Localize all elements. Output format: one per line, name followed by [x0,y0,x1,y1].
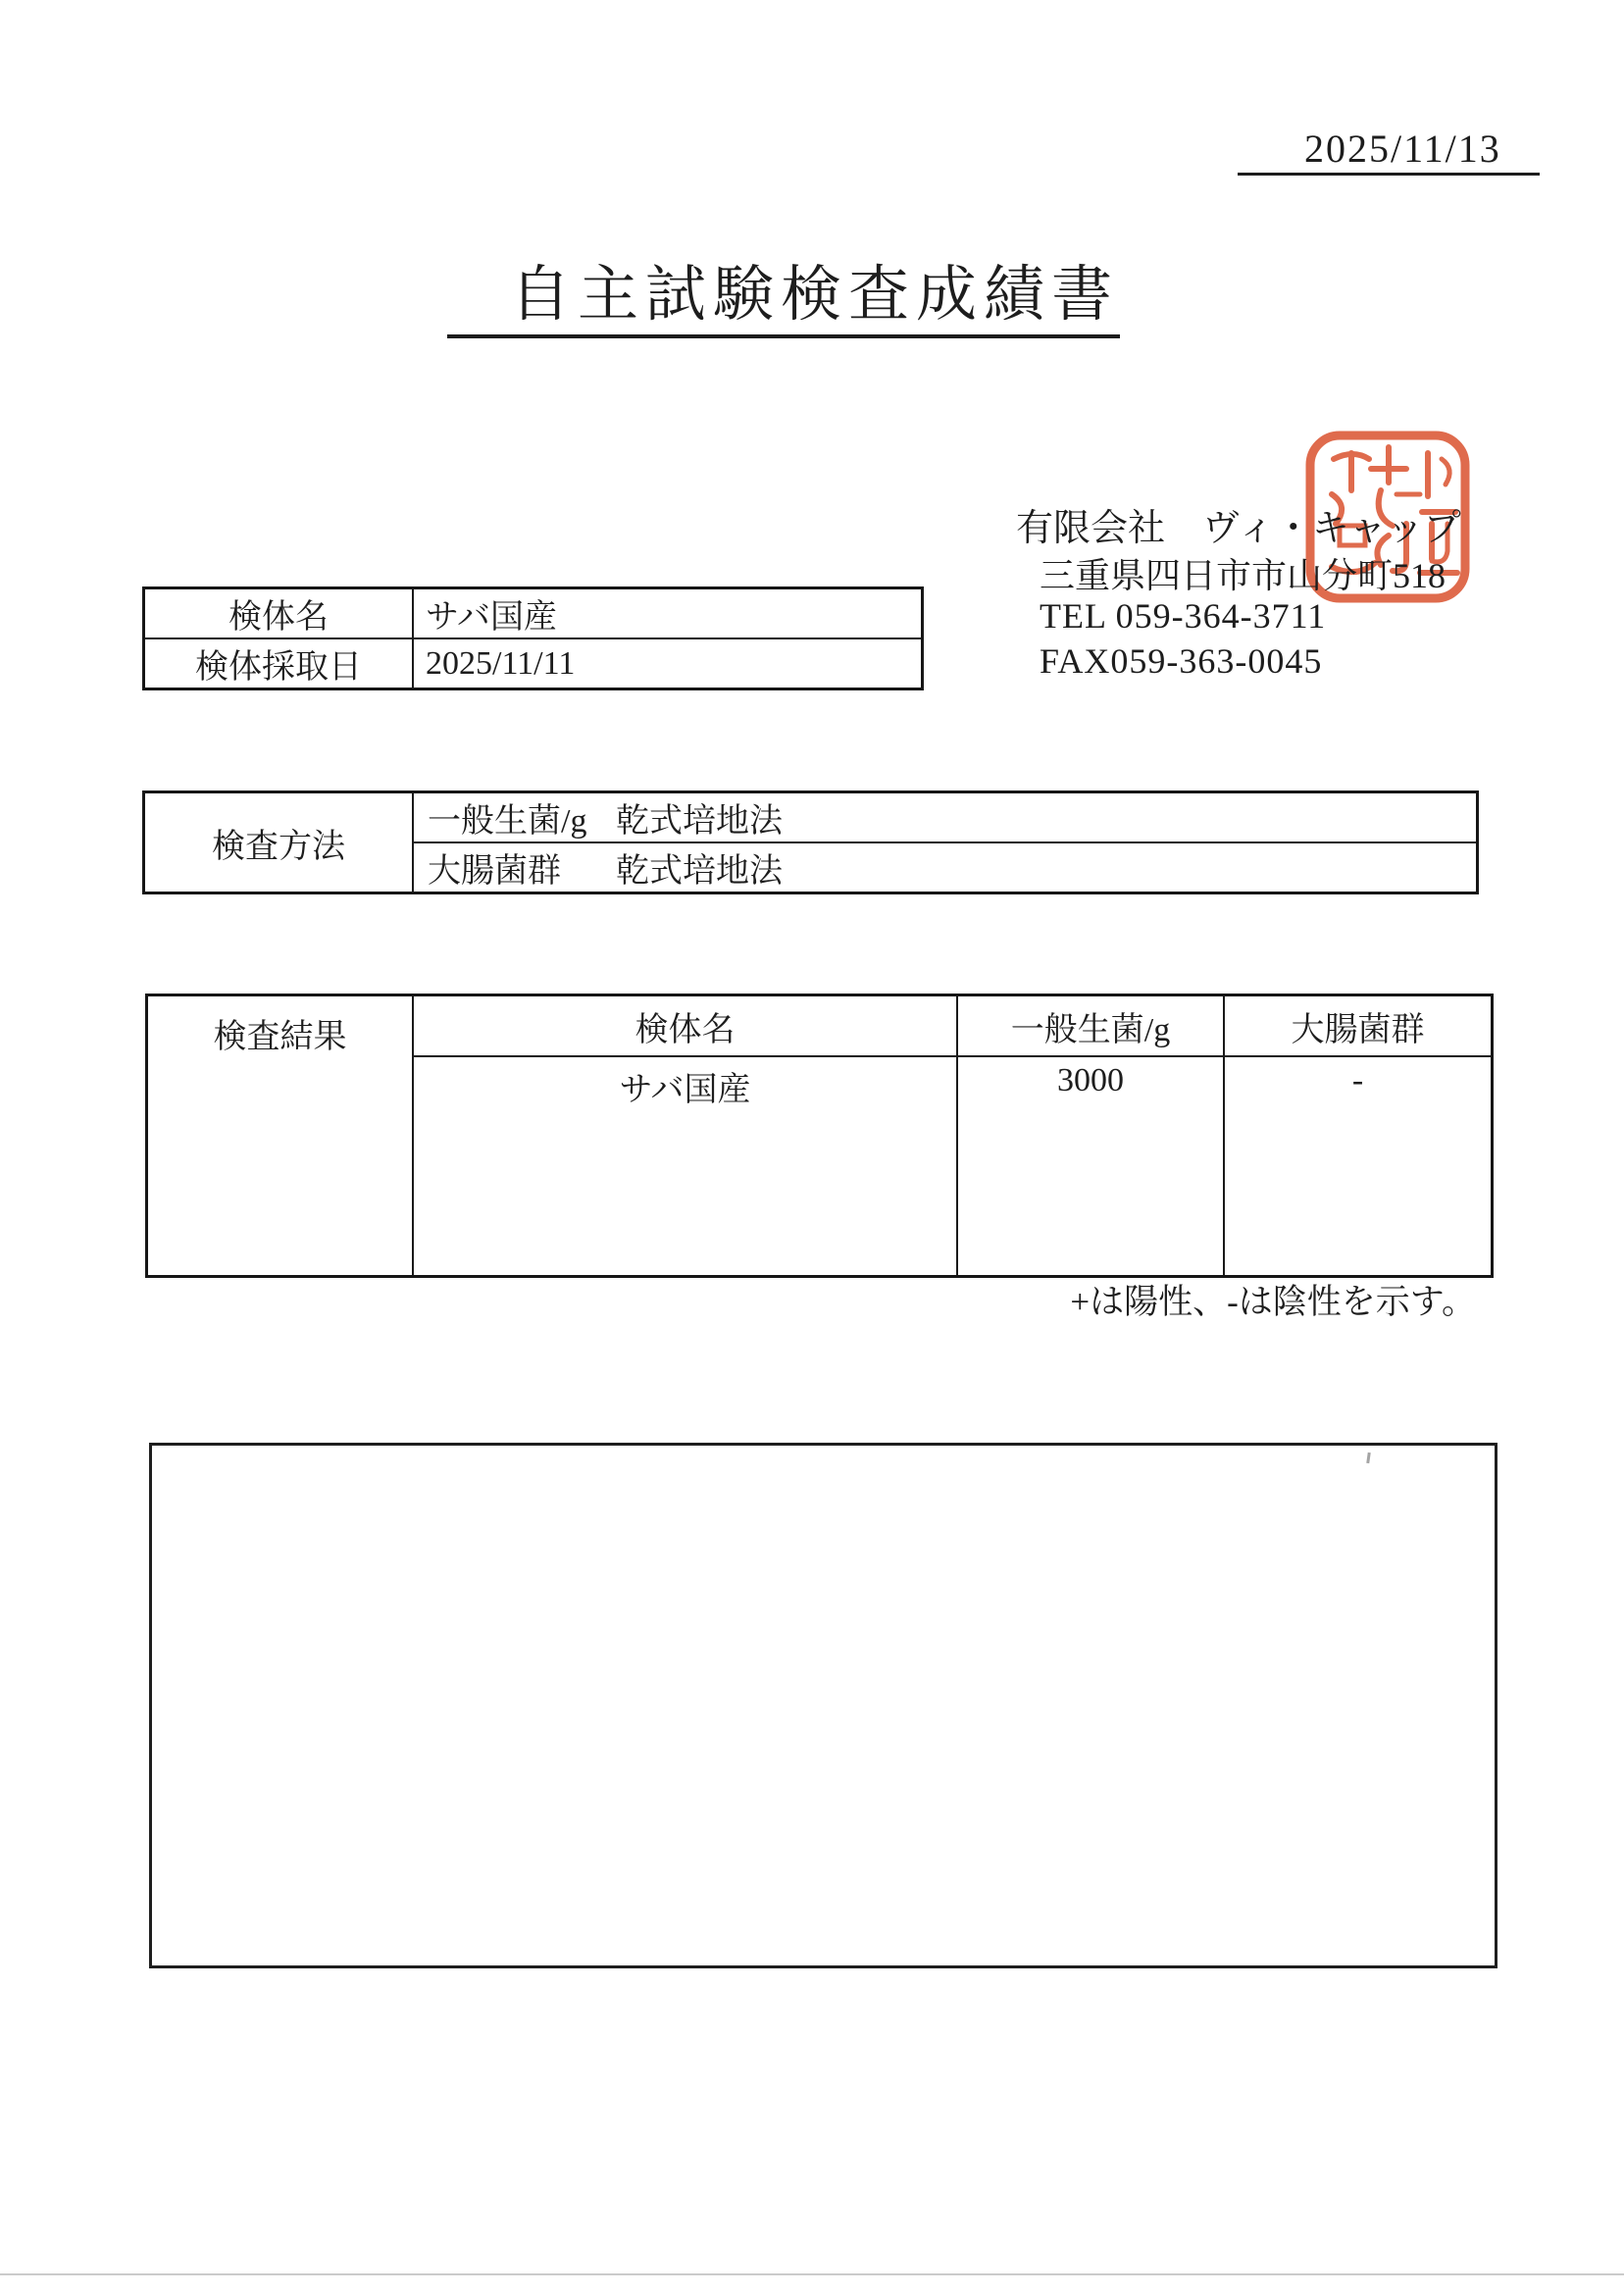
result-coliform: - [1224,1056,1493,1277]
result-sample-name: サバ国産 [413,1056,957,1277]
report-date: 2025/11/13 [1304,127,1501,171]
title-underline [447,334,1120,338]
company-name: 有限会社 ヴィ・キャップ [1016,508,1461,549]
sample-info-table [142,586,924,690]
scan-artifact-line [0,2273,1624,2275]
result-table [145,994,1494,1278]
result-viable-count: 3000 [957,1056,1224,1277]
table-row [144,638,923,689]
sample-name-label: 検体名 [144,588,414,639]
company-tel: TEL 059-364-3711 [1040,596,1327,636]
company-fax: FAX059-363-0045 [1040,641,1323,681]
method-name-2: 乾式培地法 [616,853,783,890]
table-row [144,588,923,639]
result-header-row [147,995,1493,1057]
result-header-coliform: 大腸菌群 [1224,995,1493,1057]
method-name-1: 乾式培地法 [616,803,783,840]
method-item-1: 一般生菌/g [428,803,587,840]
company-address: 三重県四日市市山分町518 [1040,556,1446,595]
method-table [142,790,1479,894]
method-row-1 [413,792,1478,843]
sample-name-value: サバ国産 [413,588,923,639]
result-header-sample: 検体名 [413,995,957,1057]
method-row-2 [413,842,1478,893]
result-header-viable-count: 一般生菌/g [957,995,1224,1057]
page-title: 自主試験検査成績書 [510,262,1120,329]
legend-note: +は陽性、-は陰性を示す。 [1070,1283,1476,1321]
date-underline [1238,173,1540,176]
sample-date-label: 検体採取日 [144,638,414,689]
remarks-empty-box [149,1443,1497,1968]
table-row [144,792,1478,843]
method-item-2: 大腸菌群 [428,853,561,890]
method-table-label: 検査方法 [144,792,414,893]
result-table-label: 検査結果 [147,995,414,1277]
sample-date-value: 2025/11/11 [413,638,923,689]
